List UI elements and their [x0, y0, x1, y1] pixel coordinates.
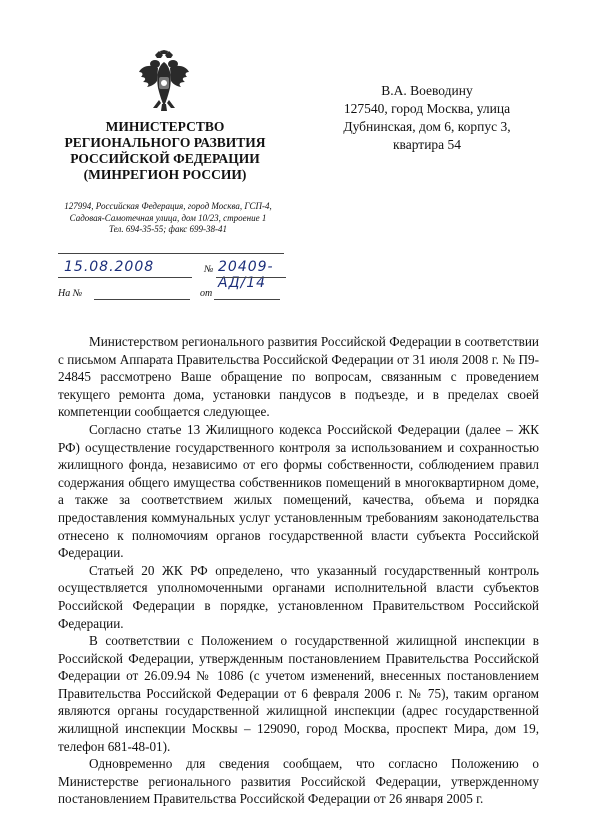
- registration-line: [58, 259, 286, 291]
- body-paragraph: В соответствии с Положением о государственной жилищной инспекции в Российской Федерации, утвержденным постановлением Правительства Российской Федерации от 26.09.94 № 1086 (с учетом изменений, внесенных постановлением Правительства Российской Федерации от 6 февраля 2006 г. № 75), таким органом являются органы государственной жилищной инспекции (адрес государственной жилищной инспекции Москвы – 129090, город Москва, проспект Мира, дом 19, телефон 681-48-01).: [58, 633, 539, 754]
- russian-coat-of-arms-icon: [138, 50, 190, 112]
- ministry-address: [58, 201, 278, 236]
- reference-from-label: от: [200, 288, 213, 299]
- address-line: Садовая-Самотечная улица, дом 10/23, строение 1: [69, 212, 267, 223]
- body-paragraph: Министерством регионального развития Российской Федерации в соответствии с письмом Аппарата Правительства Российской Федерации от 31 июля 2008 г. № П9-24845 рассмотрено Ваше обращение по вопросам, связанным с проведением текущего ремонта дома, установки пандусов в подъезде, и в пределах своей компетенции сообщается следующее.: [58, 334, 539, 420]
- ministry-line: МИНИСТЕРСТВО: [105, 119, 225, 134]
- body-paragraph: Одновременно для сведения сообщаем, что согласно Положению о Министерстве регионального развития Российской Федерации, утвержденному постановлением Правительства Российской Федерации от 26 января 2005 г.: [58, 756, 539, 807]
- recipient-address-line: 127540, город Москва, улица: [343, 101, 511, 116]
- body-paragraph: Согласно статье 13 Жилищного кодекса Российской Федерации (далее – ЖК РФ) осуществление государственного контроля за использованием и сохранностью жилищного фонда, независимо от его формы собственности, соблюдением правил содержания общего имущества собственников помещений в многоквартирном доме, а также за соответствием жилых помещений, качества, объема и порядка предоставления коммунальных услуг установленным требованиям законодательства отнесено к полномочиям органов государственной власти субъекта Российской Федерации.: [58, 421, 539, 561]
- divider: [58, 253, 284, 254]
- recipient-address-line: Дубнинская, дом 6, корпус 3,: [343, 119, 511, 134]
- recipient-address-line: квартира 54: [392, 137, 462, 152]
- recipient-name: В.А. Воеводину: [381, 83, 473, 98]
- ministry-line: (МИНРЕГИОН РОССИИ): [83, 167, 247, 182]
- reference-underline: [94, 299, 190, 300]
- reference-from-underline: [214, 299, 280, 300]
- ministry-name: [54, 119, 276, 183]
- reference-line: [58, 288, 286, 302]
- registration-number: 20409-АД/14: [218, 259, 274, 291]
- registration-date: 15.08.2008: [64, 259, 155, 275]
- ministry-line: РОССИЙСКОЙ ФЕДЕРАЦИИ: [70, 151, 260, 166]
- recipient-block: [312, 82, 542, 154]
- number-label: №: [204, 264, 214, 275]
- date-underline: [58, 277, 192, 278]
- body-paragraph: Статьей 20 ЖК РФ определено, что указанный государственный контроль осуществляется уполномоченными органами исполнительной власти субъектов Российской Федерации в порядке, установленном Правительством Российской Федерации.: [58, 562, 539, 631]
- address-line: Тел. 694-35-55; факс 699-38-41: [108, 224, 228, 234]
- ministry-line: РЕГИОНАЛЬНОГО РАЗВИТИЯ: [64, 135, 266, 150]
- number-underline: [216, 277, 286, 278]
- letter-body: [58, 333, 539, 808]
- address-line: 127994, Российская Федерация, город Москва, ГСП-4,: [64, 201, 272, 211]
- reference-label: На №: [58, 288, 83, 299]
